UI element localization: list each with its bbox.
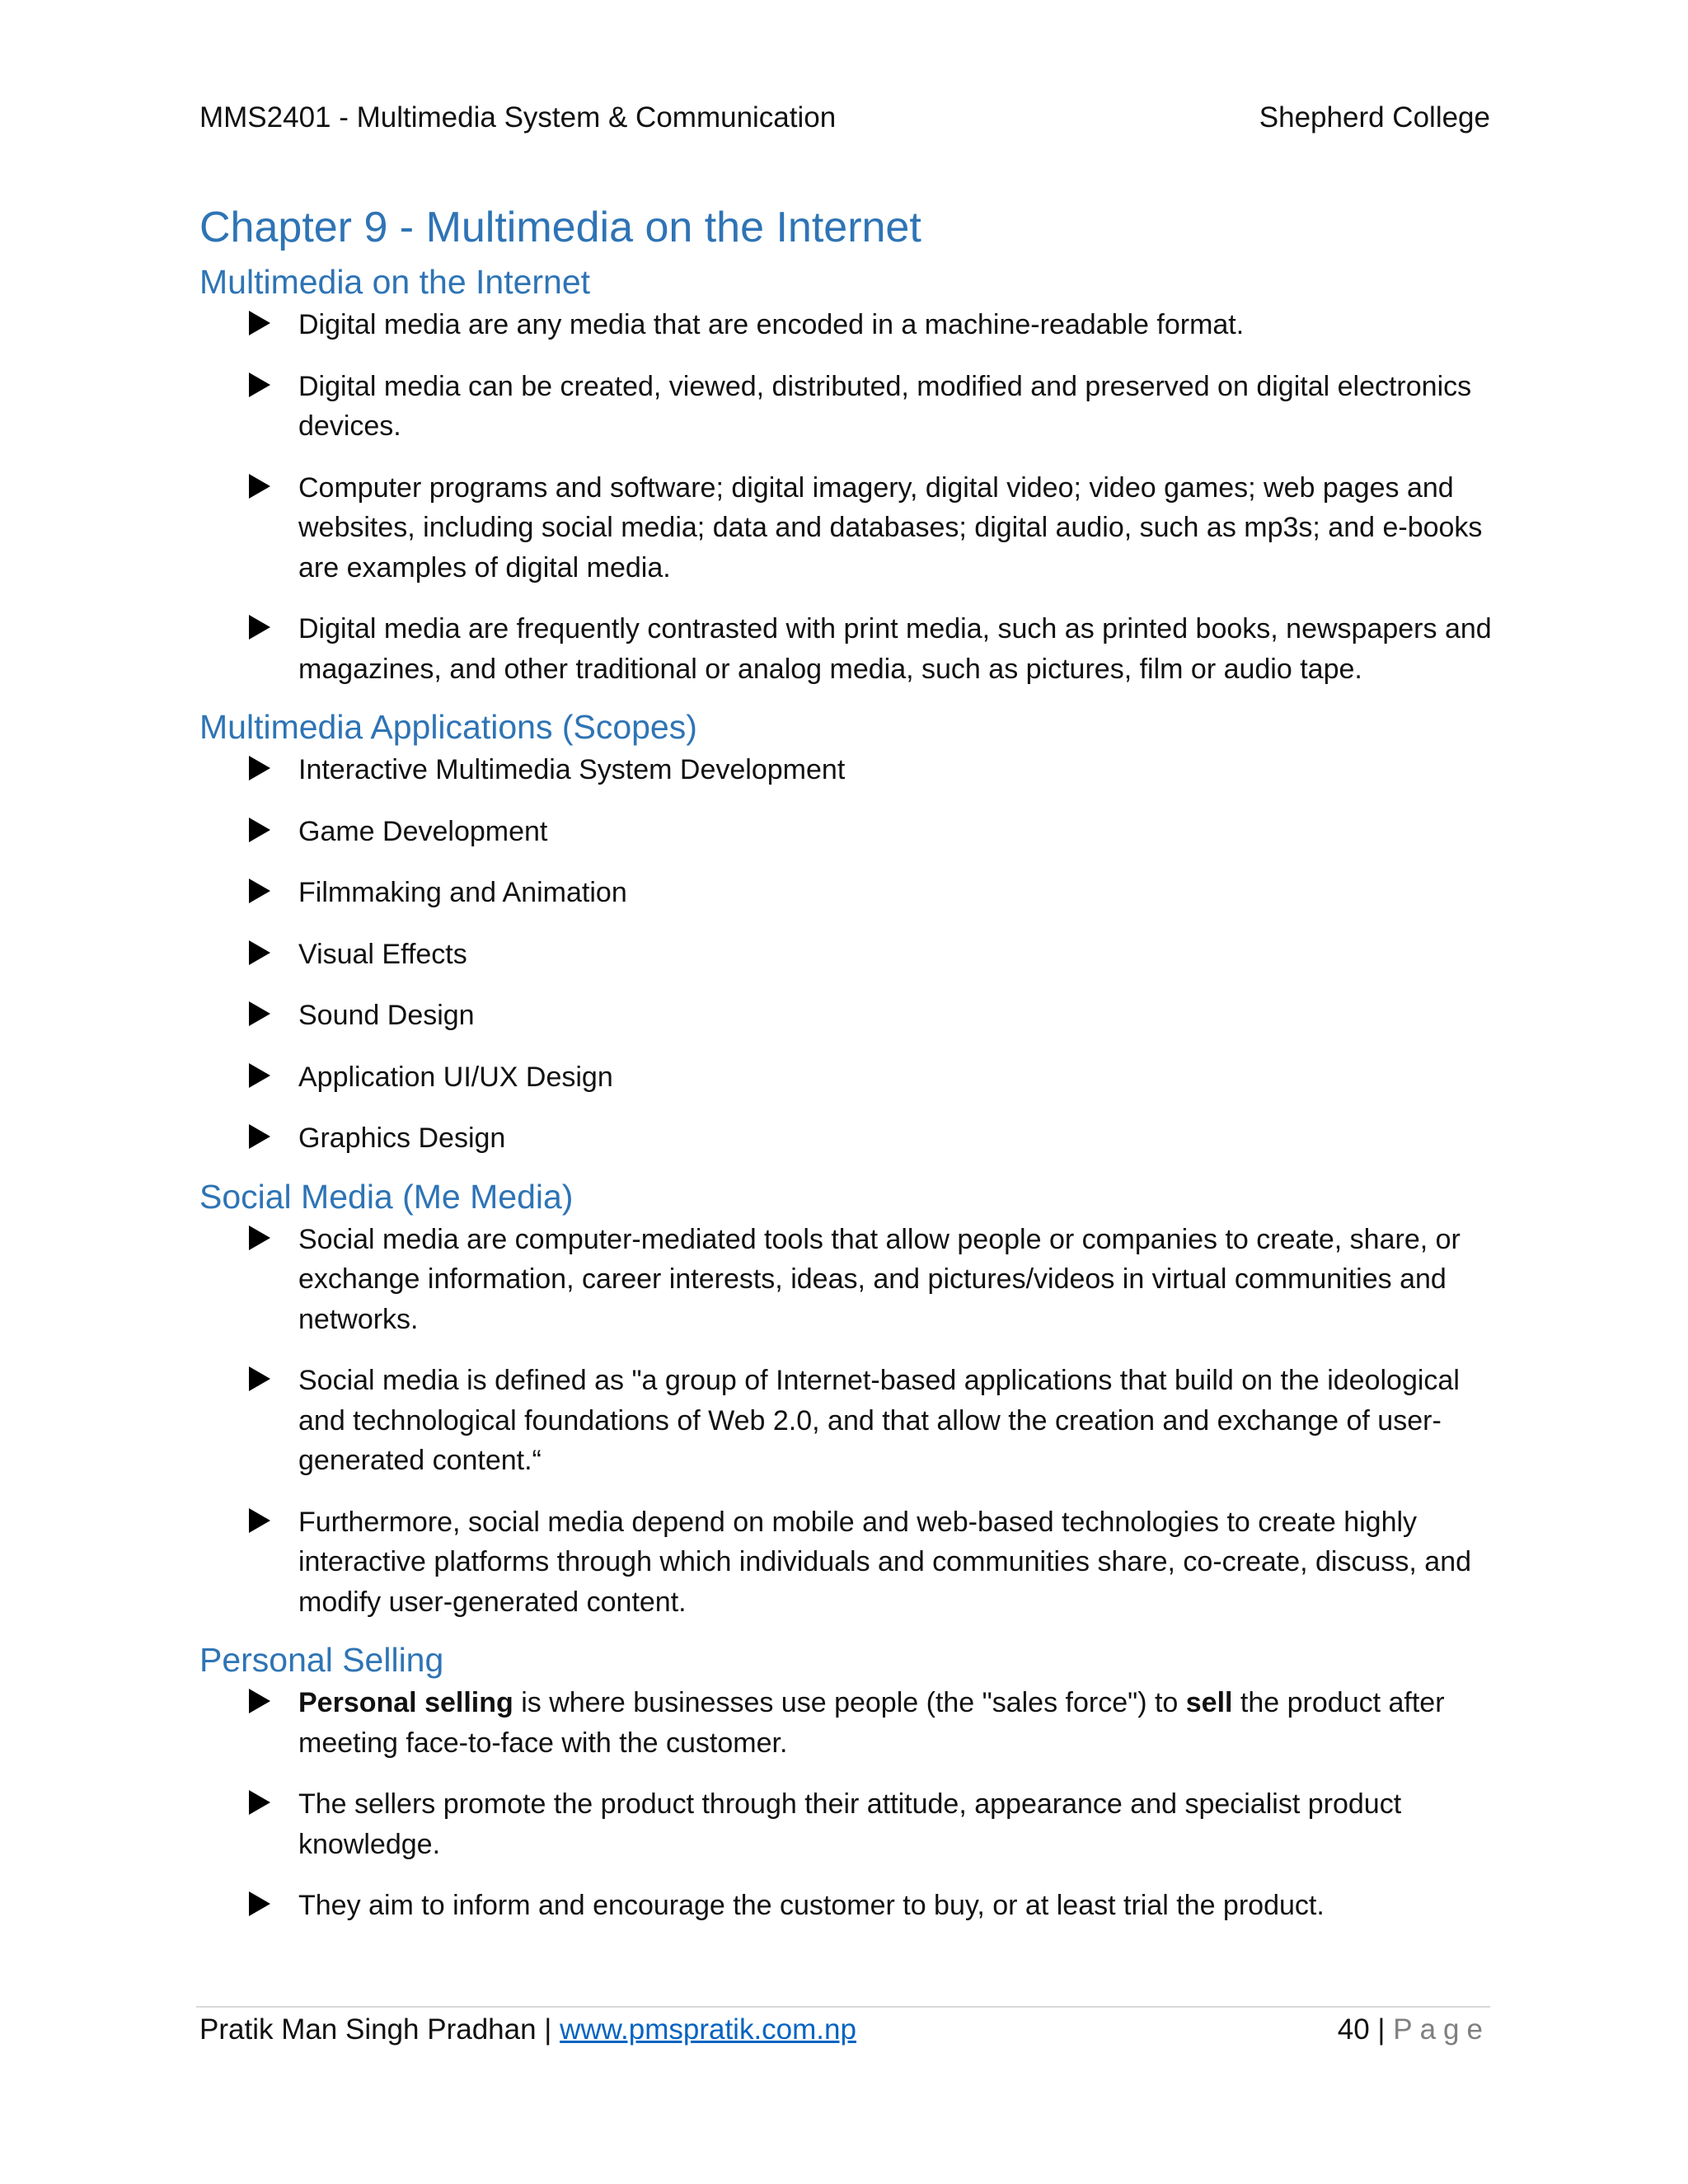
list-item xyxy=(199,1683,1493,1763)
list-item xyxy=(199,935,1493,975)
list-item-text: Digital media can be created, viewed, distributed, modified and preserved on digital electronics devices. xyxy=(298,370,1472,442)
list-item-text: They aim to inform and encourage the customer to buy, or at least trial the product. xyxy=(298,1890,1325,1921)
list-item xyxy=(199,609,1493,689)
list-item-text: Furthermore, social media depend on mobile and web-based technologies to create highly interactive platforms through which individuals and communities share, co-create, discuss, and modify user-generated content. xyxy=(298,1506,1472,1618)
triangle-bullet-icon xyxy=(249,373,270,397)
triangle-bullet-icon xyxy=(249,1891,270,1916)
list-item xyxy=(199,1886,1493,1926)
section-heading-personal-selling: Personal Selling xyxy=(199,1641,444,1679)
list-item xyxy=(199,812,1493,852)
list-item xyxy=(199,305,1493,345)
triangle-bullet-icon xyxy=(249,1790,270,1815)
list-item-text: is where businesses use people (the "sales force") to xyxy=(513,1687,1186,1718)
triangle-bullet-icon xyxy=(249,615,270,640)
list-item xyxy=(199,1361,1493,1481)
page-content xyxy=(199,196,1493,1926)
triangle-bullet-icon xyxy=(249,1508,270,1533)
list-item-text: Digital media are frequently contrasted with print media, such as printed books, newspapers and magazines, and other traditional or analog media, such as pictures, film or audio tape. xyxy=(298,613,1492,685)
list-item-text: Game Development xyxy=(298,815,548,847)
triangle-bullet-icon xyxy=(249,940,270,965)
list-item xyxy=(199,996,1493,1036)
footer-separator: | xyxy=(536,2013,560,2046)
triangle-bullet-icon xyxy=(249,1001,270,1026)
triangle-bullet-icon xyxy=(249,1366,270,1391)
footer-right xyxy=(1338,2009,1490,2050)
bold-term: Personal selling xyxy=(298,1687,513,1718)
page-header xyxy=(199,97,1490,138)
triangle-bullet-icon xyxy=(249,756,270,780)
triangle-bullet-icon xyxy=(249,311,270,335)
chapter-title: Chapter 9 - Multimedia on the Internet xyxy=(199,204,921,251)
author-name: Pratik Man Singh Pradhan xyxy=(199,2013,537,2046)
footer-left xyxy=(199,2009,856,2050)
college-name: Shepherd College xyxy=(1259,101,1490,134)
bullet-list-personal-selling xyxy=(199,1683,1493,1926)
triangle-bullet-icon xyxy=(249,1226,270,1250)
page-label: Page xyxy=(1393,2013,1490,2046)
list-item xyxy=(199,1784,1493,1864)
list-item-text: Social media is defined as "a group of Internet-based applications that build on the ideological and technological foundations of Web 2.0, and that allow the creation and exchange of user-generated content.“ xyxy=(298,1365,1460,1476)
list-item xyxy=(199,1118,1493,1159)
page-separator: | xyxy=(1369,2013,1394,2046)
page-number: 40 xyxy=(1337,2013,1370,2046)
website-link[interactable]: www.pmspratik.com.np xyxy=(560,2013,856,2046)
bullet-list-social-media xyxy=(199,1220,1493,1623)
bold-term: sell xyxy=(1185,1687,1233,1718)
footer-divider xyxy=(196,2006,1490,2008)
list-item-text: Digital media are any media that are encoded in a machine-readable format. xyxy=(298,309,1245,340)
triangle-bullet-icon xyxy=(249,474,270,499)
bullet-list-internet xyxy=(199,305,1493,689)
list-item xyxy=(199,1220,1493,1340)
list-item xyxy=(199,1057,1493,1098)
triangle-bullet-icon xyxy=(249,1689,270,1713)
triangle-bullet-icon xyxy=(249,1124,270,1149)
bullet-list-applications xyxy=(199,750,1493,1159)
list-item-text: the product after meeting face-to-face with the customer. xyxy=(298,1687,1445,1759)
section-heading-social-media: Social Media (Me Media) xyxy=(199,1177,574,1216)
triangle-bullet-icon xyxy=(249,1063,270,1088)
list-item-text: Filmmaking and Animation xyxy=(298,877,627,908)
list-item-text: Computer programs and software; digital imagery, digital video; video games; web pages and websites, including social media; data and databases; digital audio, such as mp3s; and e-books are examples of digital media. xyxy=(298,471,1483,583)
section-heading-applications: Multimedia Applications (Scopes) xyxy=(199,708,697,746)
list-item xyxy=(199,468,1493,588)
course-title: MMS2401 - Multimedia System & Communication xyxy=(199,101,837,134)
section-heading-internet: Multimedia on the Internet xyxy=(199,263,591,301)
triangle-bullet-icon xyxy=(249,879,270,903)
list-item-text: Graphics Design xyxy=(298,1122,506,1154)
list-item-text: Sound Design xyxy=(298,1000,475,1031)
list-item xyxy=(199,367,1493,447)
list-item-text: Interactive Multimedia System Development xyxy=(298,754,846,785)
triangle-bullet-icon xyxy=(249,818,270,842)
list-item xyxy=(199,873,1493,913)
list-item-text: Application UI/UX Design xyxy=(298,1061,613,1093)
list-item-text: Social media are computer-mediated tools that allow people or companies to create, share, or exchange information, career interests, ideas, and pictures/videos in virtual communities and networks. xyxy=(298,1223,1461,1335)
list-item xyxy=(199,1502,1493,1623)
list-item xyxy=(199,750,1493,790)
list-item-text: The sellers promote the product through their attitude, appearance and specialist product knowledge. xyxy=(298,1788,1402,1860)
page-footer xyxy=(199,2009,1490,2050)
list-item-text: Visual Effects xyxy=(298,938,467,970)
